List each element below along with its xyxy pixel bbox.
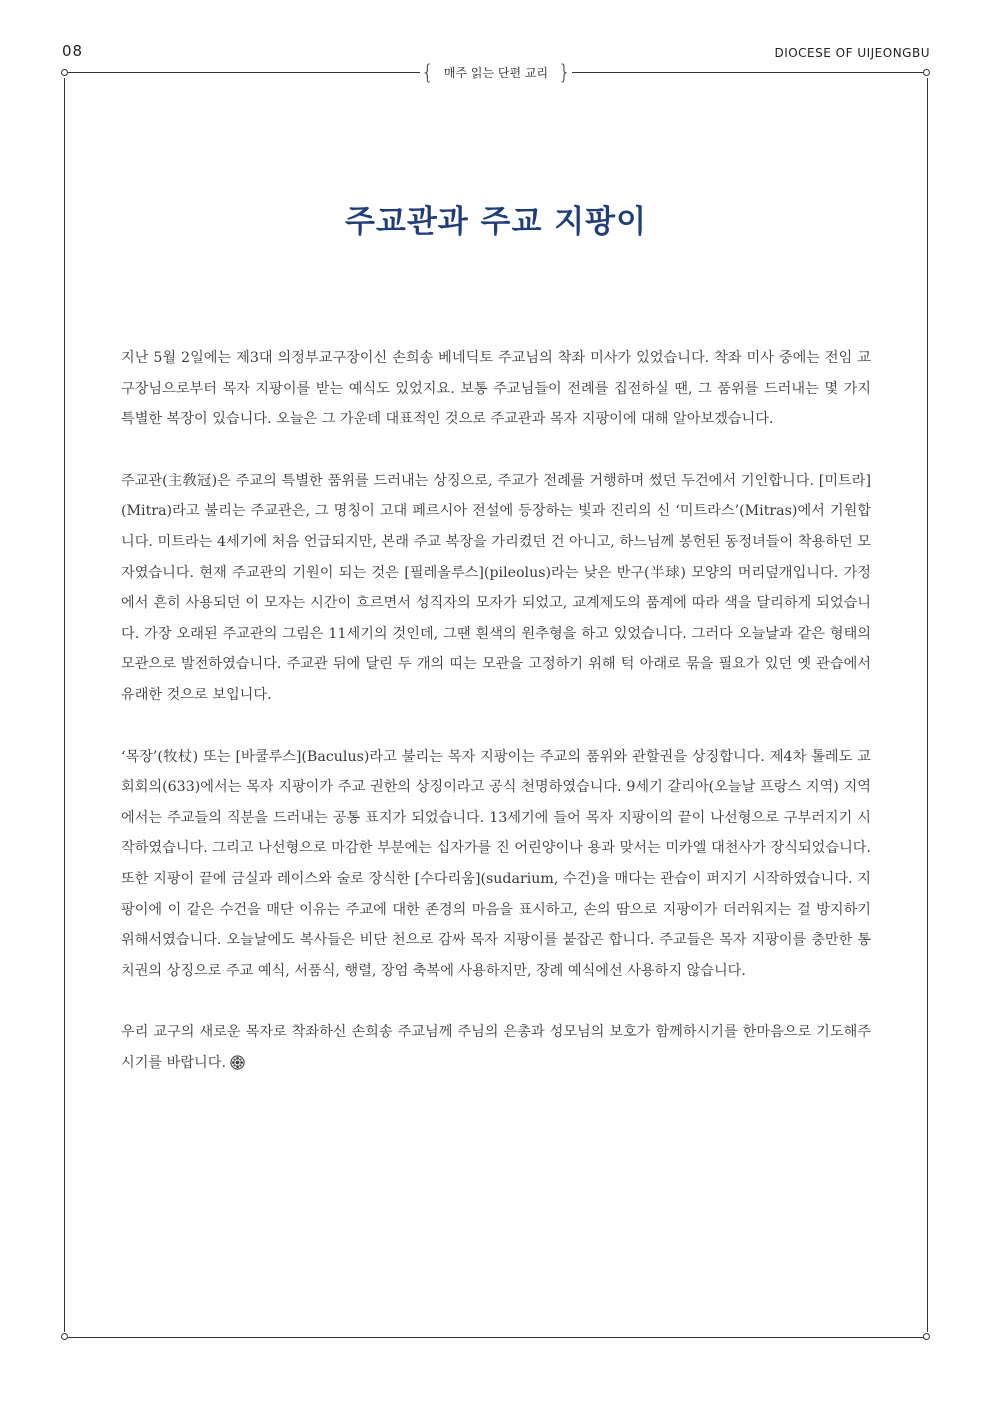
series-title: 매주 읽는 단편 교리	[443, 65, 549, 80]
frame-rule-bottom	[68, 1337, 924, 1338]
article-paragraph: 주교관(主敎冠)은 주교의 특별한 품위를 드러내는 상징으로, 주교가 전례를 거행하며 썼던 두건에서 기인합니다. [미트라](Mitra)라고 불리는 주교관은, 그 명칭이 고대 페르시아 전설에 등장하는 빛과 진리의 신 ‘미트라스’(Mitras)에서 기원합니다. 미트라는 4세기에 처음 언급되지만, 본래 주교 복장을 가리켰던 건 아니고, 하느님께 봉헌된 동정녀들이 착용하던 모자였습니다. 현재 주교관의 기원이 되는 것은 [필레올루스](pileolus)라는 낮은 반구(半球) 모양의 머리덮개입니다. 가정에서 흔히 사용되던 이 모자는 시간이 흐르면서 성직자의 모자가 되었고, 교계제도의 품계에 따라 색을 달리하게 되었습니다. 가장 오래된 주교관의 그림은 11세기의 것인데, 그땐 흰색의 원추형을 하고 있었습니다. 그러다 오늘날과 같은 형태의 모관으로 발전하였습니다. 주교관 뒤에 달린 두 개의 띠는 모관을 고정하기 위해 턱 아래로 묶을 필요가 있던 옛 관습에서 유래한 것으로 보입니다.	[121, 472, 871, 703]
frame-corner-dot	[61, 69, 68, 76]
frame-corner-dot	[923, 1333, 930, 1340]
article-paragraph: 지난 5월 2일에는 제3대 의정부교구장이신 손희송 베네딕토 주교님의 착좌 미사가 있었습니다. 착좌 미사 중에는 전임 교구장님으로부터 목자 지팡이를 받는 예식도 있었지요. 보통 주교님들이 전례를 집전하실 땐, 그 품위를 드러내는 몇 가지 특별한 복장이 있습니다. 오늘은 그 가운데 대표적인 것으로 주교관과 목자 지팡이에 대해 알아보겠습니다.	[121, 350, 871, 428]
end-mark-ornament-icon	[230, 1055, 245, 1070]
diocese-name: DIOCESE OF UIJEONGBU	[774, 46, 930, 60]
article-body	[121, 343, 871, 1109]
frame-corner-dot	[923, 69, 930, 76]
frame-rule-left	[64, 78, 65, 1332]
frame-rule-top-left	[68, 72, 420, 73]
series-header	[420, 60, 572, 84]
frame-rule-top-right	[572, 72, 924, 73]
article-paragraph-text: 우리 교구의 새로운 목자로 착좌하신 손희송 주교님께 주님의 은총과 성모님의 보호가 함께하시기를 한마음으로 기도해주시기를 바랍니다.	[121, 1024, 871, 1071]
frame-corner-dot	[61, 1333, 68, 1340]
right-brace-icon: }	[558, 60, 571, 84]
article-closing-paragraph	[121, 1017, 871, 1078]
article-paragraph: ‘목장’(牧杖) 또는 [바쿨루스](Baculus)라고 불리는 목자 지팡이는 주교의 품위와 관할권을 상징합니다. 제4차 톨레도 교회회의(633)에서는 목자 지팡이가 주교 권한의 상징이라고 공식 천명하였습니다. 9세기 갈리아(오늘날 프랑스 지역) 지역에서는 주교들의 직분을 드러내는 공통 표지가 되었습니다. 13세기에 들어 목자 지팡이의 끝이 나선형으로 구부러지기 시작하였습니다. 그리고 나선형으로 마감한 부분에는 십자가를 진 어린양이나 용과 맞서는 미카엘 대천사가 장식되었습니다. 또한 지팡이 끝에 금실과 레이스와 술로 장식한 [수다리움](sudarium, 수건)을 매다는 관습이 퍼지기 시작하였습니다. 지팡이에 이 같은 수건을 매단 이유는 주교에 대한 존경의 마음을 표시하고, 손의 땀으로 지팡이가 더러워지는 걸 방지하기 위해서였습니다. 오늘날에도 복사들은 비단 천으로 감싸 목자 지팡이를 붙잡곤 합니다. 주교들은 목자 지팡이를 충만한 통치권의 상징으로 주교 예식, 서품식, 행렬, 장엄 축복에 사용하지만, 장례 예식에선 사용하지 않습니다.	[121, 748, 871, 979]
frame-rule-right	[927, 78, 928, 1332]
page-number: 08	[62, 42, 84, 60]
left-brace-icon: {	[421, 60, 434, 84]
article-title: 주교관과 주교 지팡이	[344, 204, 648, 240]
